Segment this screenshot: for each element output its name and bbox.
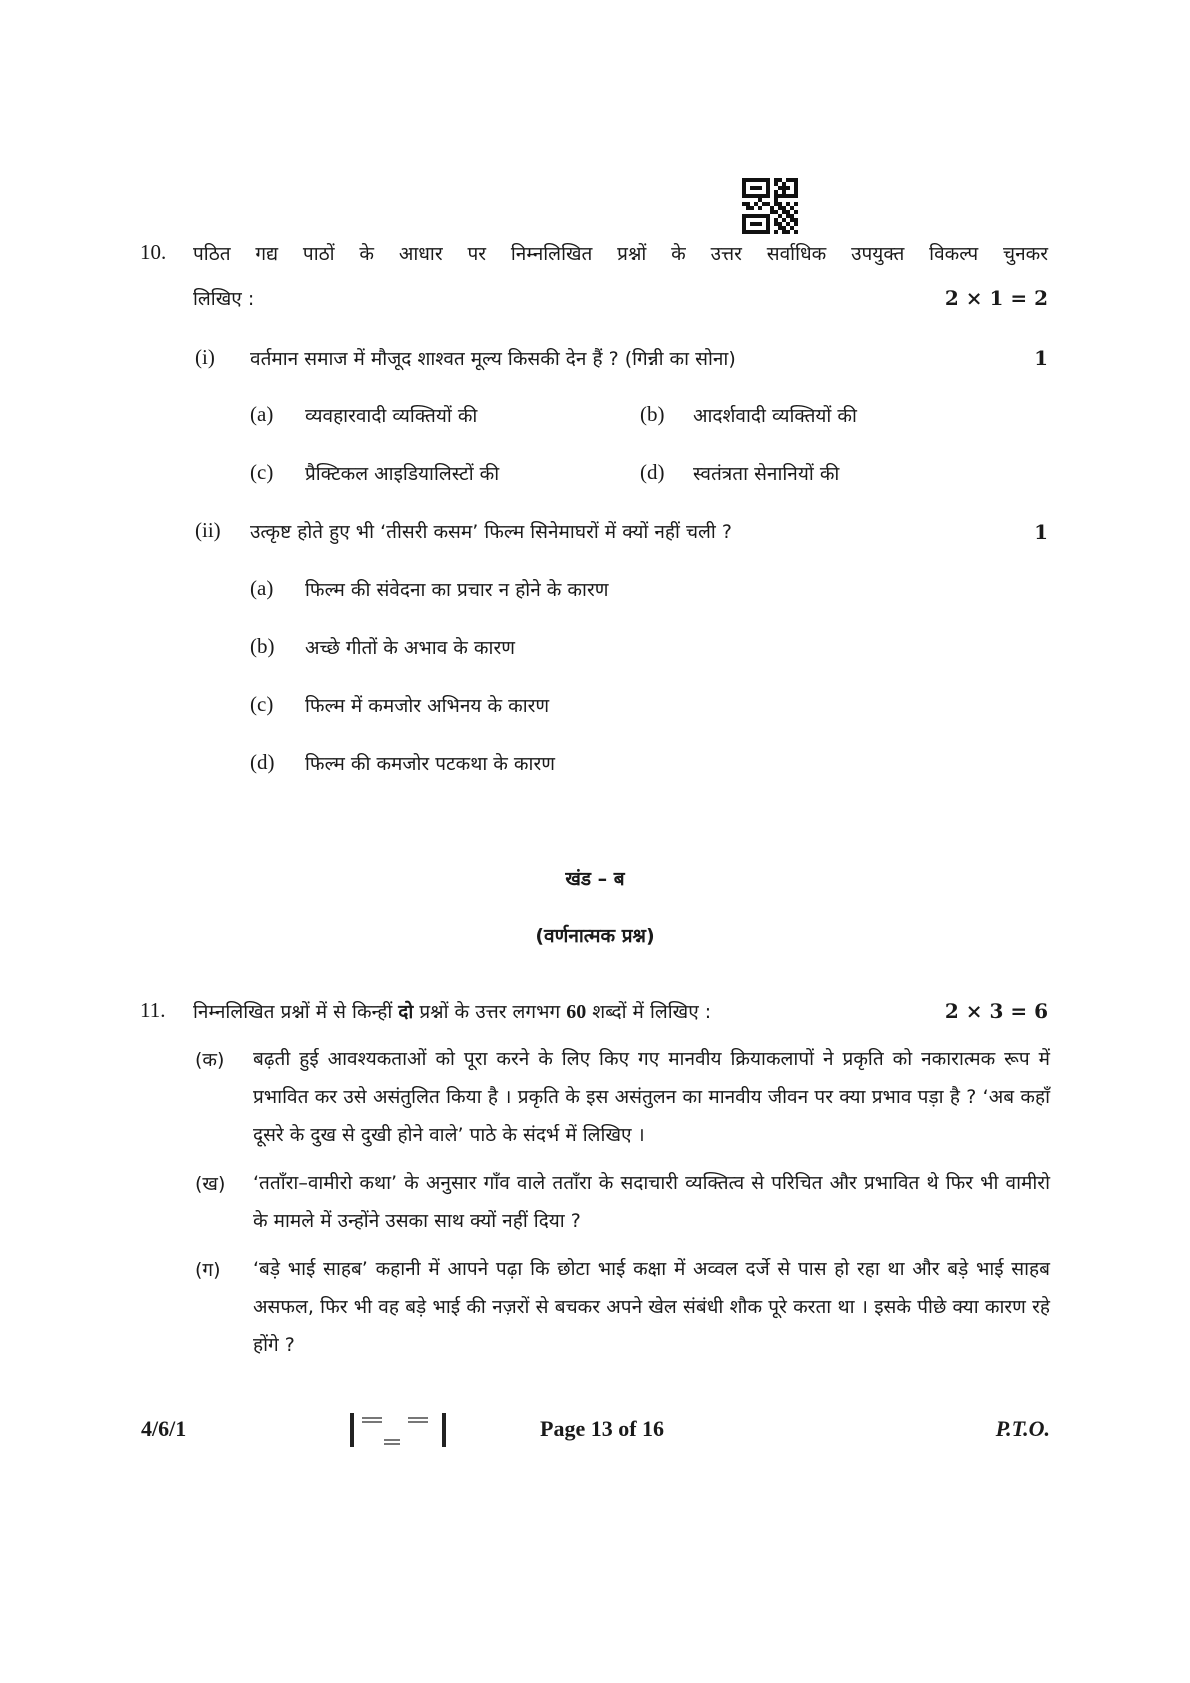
sub-question-label: (i) bbox=[195, 345, 215, 369]
question-marks: 2 × 3 = 6 bbox=[944, 999, 1048, 1023]
option-text: व्यवहारवादी व्यक्तियों की bbox=[305, 405, 478, 427]
sub-question-label: (ii) bbox=[195, 518, 221, 542]
qr-code-icon bbox=[742, 178, 798, 234]
question-instruction bbox=[193, 998, 711, 1024]
option-text: फिल्म की कमजोर पटकथा के कारण bbox=[305, 753, 555, 775]
paper-code: 4/6/1 bbox=[141, 1416, 187, 1441]
sub-question-text: उत्कृष्ट होते हुए भी ‘तीसरी कसम’ फिल्म सिनेमाघरों में क्यों नहीं चली ? bbox=[250, 521, 732, 543]
option-text: फिल्म में कमजोर अभिनय के कारण bbox=[305, 695, 550, 717]
question-number: 11. bbox=[140, 998, 166, 1022]
option-label: (c) bbox=[250, 692, 274, 716]
option-text: फिल्म की संवेदना का प्रचार न होने के कारण bbox=[305, 579, 609, 601]
part-label: (क) bbox=[195, 1049, 225, 1071]
part-label: (ख) bbox=[195, 1173, 226, 1195]
option-label: (d) bbox=[640, 460, 665, 484]
page-number: Page 13 of 16 bbox=[540, 1416, 665, 1441]
question-marks: 2 × 1 = 2 bbox=[944, 286, 1048, 310]
question-instruction-cont: लिखिए : bbox=[193, 288, 255, 310]
sub-question-text: वर्तमान समाज में मौजूद शाश्वत मूल्य किसकी देन हैं ? (गिन्नी का सोना) bbox=[250, 348, 736, 370]
option-text: प्रैक्टिकल आइडियालिस्टों की bbox=[305, 463, 500, 485]
option-label: (d) bbox=[250, 750, 275, 774]
section-title: खंड – ब bbox=[565, 868, 625, 890]
option-label: (b) bbox=[250, 634, 275, 658]
barcode-icon bbox=[350, 1413, 450, 1447]
part-text: बढ़ती हुई आवश्यकताओं को पूरा करने के लिए किए गए मानवीय क्रियाकलापों ने प्रकृति को नकारात्मक रूप में प्रभावित कर उसे असंतुलित किया है । प्रकृति के इस असंतुलन का मानवीय जीवन पर क्या प्रभाव पड़ा है ? ‘अब कहाँ दूसरे के दुख से दुखी होने वाले’ पाठे के संदर्भ में लिखिए । bbox=[253, 1048, 1050, 1146]
pto-marker: P.T.O. bbox=[995, 1416, 1050, 1441]
instruction-text: शब्दों में लिखिए : bbox=[586, 1001, 712, 1023]
option-label: (b) bbox=[640, 402, 665, 426]
instruction-text: निम्नलिखित प्रश्नों में से किन्हीं bbox=[193, 1001, 399, 1023]
option-label: (a) bbox=[250, 576, 274, 600]
sub-question-marks: 1 bbox=[1034, 520, 1048, 544]
section-subtitle: (वर्णनात्मक प्रश्न) bbox=[535, 925, 655, 947]
sub-question-marks: 1 bbox=[1034, 346, 1048, 370]
instruction-emphasis: दो bbox=[398, 1001, 414, 1023]
instruction-text: प्रश्नों के उत्तर लगभग bbox=[413, 1001, 567, 1023]
part-text: ‘तताँरा–वामीरो कथा’ के अनुसार गाँव वाले तताँरा के सदाचारी व्यक्तित्व से परिचित और प्रभावित थे फिर भी वामीरो के मामले में उन्होंने उसका साथ क्यों नहीं दिया ? bbox=[253, 1172, 1050, 1232]
option-text: आदर्शवादी व्यक्तियों की bbox=[693, 405, 857, 427]
question-number: 10. bbox=[140, 240, 167, 264]
option-text: अच्छे गीतों के अभाव के कारण bbox=[305, 637, 515, 659]
question-instruction: पठित गद्य पाठों के आधार पर निम्नलिखित प्रश्नों के उत्तर सर्वाधिक उपयुक्त विकल्प चुनकर bbox=[193, 243, 1048, 265]
option-label: (a) bbox=[250, 402, 274, 426]
part-label: (ग) bbox=[195, 1259, 221, 1281]
option-text: स्वतंत्रता सेनानियों की bbox=[693, 463, 840, 485]
option-label: (c) bbox=[250, 460, 274, 484]
word-count: 60 bbox=[566, 1001, 587, 1023]
part-text: ‘बड़े भाई साहब’ कहानी में आपने पढ़ा कि छोटा भाई कक्षा में अव्वल दर्जे से पास हो रहा था और बड़े भाई साहब असफल, फिर भी वह बड़े भाई की नज़रों से बचकर अपने खेल संबंधी शौक पूरे करता था । इसके पीछे क्या कारण रहे होंगे ? bbox=[253, 1258, 1050, 1356]
